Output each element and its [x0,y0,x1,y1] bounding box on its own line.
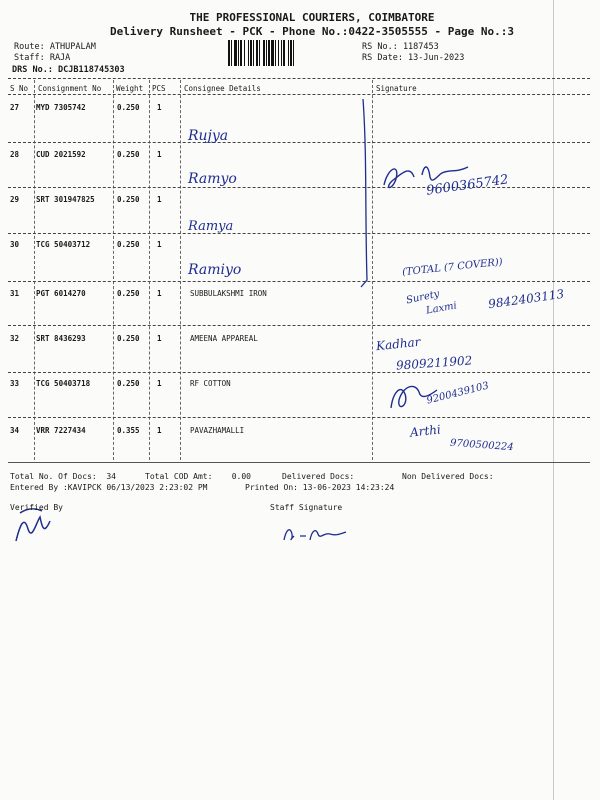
rs-date: RS Date: 13-Jun-2023 [362,53,465,63]
runsheet-subtitle: Delivery Runsheet - PCK - Phone No.:0422-3505555 - Page No.:3 [110,25,514,38]
row-consignee: PAVAZHAMALLI [190,426,245,435]
entered-by: Entered By :KAVIPCK 06/13/2023 2:23:02 PM [10,483,208,492]
row-rule [8,417,590,418]
row-consignment: VRR 7227434 [36,426,86,435]
rs-number: RS No.: 1187453 [362,42,439,52]
col-header-signature: Signature [376,84,417,93]
row-consignee: AMEENA APPAREAL [190,334,258,343]
row-consignment: SRT 301947825 [36,195,95,204]
row-sno: 28 [10,150,20,159]
staff-signature-label: Staff Signature [270,503,343,512]
row-weight: 0.250 [117,103,140,112]
row-pcs: 1 [157,240,162,249]
row-sno: 30 [10,240,20,249]
row-sno: 34 [10,426,20,435]
col-divider [149,80,150,460]
drs-number: DRS No.: DCJB118745303 [12,65,125,75]
row-weight: 0.250 [117,379,140,388]
handwritten-name: Laxmi [425,300,458,317]
col-header-consignee: Consignee Details [184,84,261,93]
col-divider [113,80,114,460]
handwritten-vertical-stroke [355,95,375,295]
row-consignment: TCG 50403718 [36,379,91,388]
row-consignment: SRT 8436293 [36,334,86,343]
handwritten-phone: 9700500224 [449,437,514,454]
non-delivered-docs: Non Delivered Docs: [402,472,494,481]
printed-on: Printed On: 13-06-2023 14:23:24 [245,483,395,492]
row-consignee: SUBBULAKSHMI IRON [190,289,267,298]
row-pcs: 1 [157,379,162,388]
handwritten-name: Ramyo [188,171,237,187]
handwritten-name: Surety [405,288,441,307]
row-weight: 0.250 [117,195,140,204]
verified-by-label: Verified By [10,503,63,512]
total-docs: Total No. Of Docs: 34 [10,472,116,481]
row-consignment: PGT 6014270 [36,289,86,298]
delivered-docs: Delivered Docs: [282,472,355,481]
row-sno: 31 [10,289,20,298]
row-weight: 0.250 [117,289,140,298]
col-header-weight: Weight [116,84,144,93]
row-pcs: 1 [157,150,162,159]
row-rule [8,372,590,373]
handwritten-note: (TOTAL (7 COVER)) [401,256,504,279]
staff-label: Staff: RAJA [14,53,71,63]
col-header-sno: S No [10,84,29,93]
col-divider [34,80,35,460]
header-top-rule [8,78,590,79]
row-pcs: 1 [157,103,162,112]
row-rule [8,142,590,143]
row-consignee: RF COTTON [190,379,231,388]
row-pcs: 1 [157,195,162,204]
handwritten-name: Arthi [409,422,442,440]
handwritten-name: Ramiyo [188,262,242,278]
col-divider [180,80,181,460]
handwritten-phone: 9200439103 [425,380,491,407]
row-weight: 0.250 [117,240,140,249]
row-pcs: 1 [157,334,162,343]
row-consignment: CUD 2021592 [36,150,86,159]
row-sno: 32 [10,334,20,343]
barcode [228,40,356,66]
header-bottom-rule [8,94,590,95]
row-rule [8,281,590,282]
handwritten-phone: 9842403113 [487,286,565,312]
row-consignment: MYD 7305742 [36,103,86,112]
row-pcs: 1 [157,289,162,298]
handwritten-phone: 9600365742 [425,172,510,199]
col-header-pcs: PCS [152,84,166,93]
row-weight: 0.250 [117,334,140,343]
row-sno: 29 [10,195,20,204]
row-weight: 0.250 [117,150,140,159]
handwritten-name: Kadhar [375,334,422,354]
handwritten-name: Ramya [188,219,234,234]
row-rule [8,325,590,326]
total-cod: Total COD Amt: 0.00 [145,472,251,481]
row-rule [8,233,590,234]
staff-signature [280,522,350,546]
company-title: THE PROFESSIONAL COURIERS, COIMBATORE [189,11,435,24]
scan-edge-line [553,0,554,800]
handwritten-phone: 9809211902 [395,353,473,373]
row-sno: 27 [10,103,20,112]
row-weight: 0.355 [117,426,140,435]
row-sno: 33 [10,379,20,388]
handwritten-signature [385,372,445,422]
handwritten-signature [378,155,498,200]
route-label: Route: ATHUPALAM [14,42,96,52]
col-header-consignment: Consignment No [38,84,102,93]
row-consignment: TCG 50403712 [36,240,91,249]
row-pcs: 1 [157,426,162,435]
handwritten-name: Rujya [188,128,229,144]
table-bottom-rule [8,462,590,463]
